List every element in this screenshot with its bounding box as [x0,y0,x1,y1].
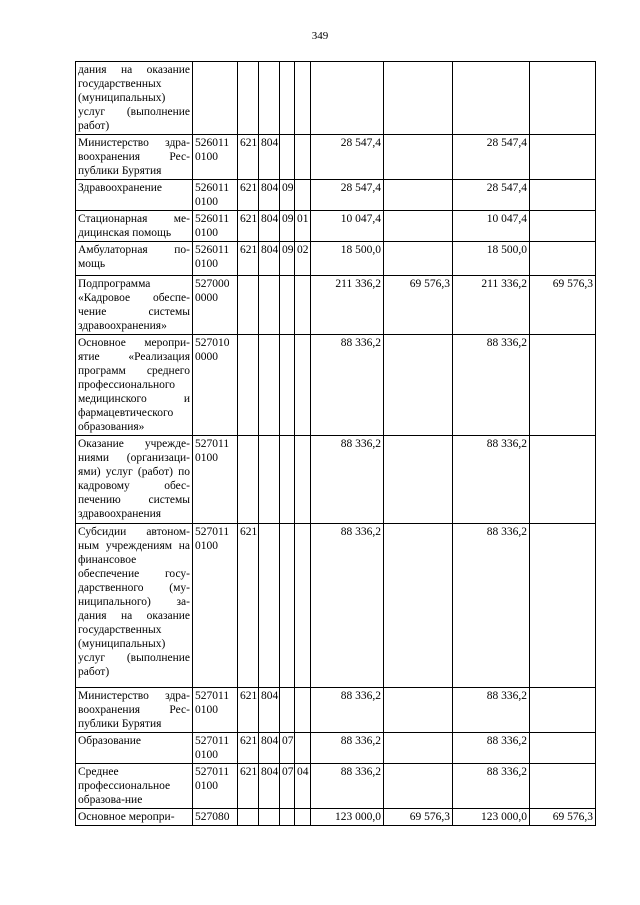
cell-amount-1 [311,62,384,135]
cell-expense-type [238,62,259,135]
cell-amount-1: 88 336,2 [311,524,384,688]
table-row [76,180,596,211]
cell-subsection [295,335,311,436]
cell-target-article: 526011 0100 [193,135,238,180]
cell-amount-2 [384,62,453,135]
cell-target-article: 527000 0000 [193,276,238,335]
cell-subsection [295,180,311,211]
cell-amount-1: 88 336,2 [311,335,384,436]
cell-amount-1: 88 336,2 [311,436,384,524]
cell-target-article: 526011 0100 [193,242,238,276]
cell-administrator: 804 [259,733,280,764]
cell-expense-type [238,276,259,335]
table-row [76,276,596,335]
cell-expense-type: 621 [238,135,259,180]
cell-administrator: 804 [259,135,280,180]
cell-expense-type [238,335,259,436]
cell-subsection [295,733,311,764]
cell-target-article: 527010 0000 [193,335,238,436]
cell-amount-2 [384,135,453,180]
cell-name: Подпрограмма «Кадровое обеспе-чение системы здравоохранения» [76,276,193,335]
cell-amount-4 [530,211,596,242]
cell-amount-1: 211 336,2 [311,276,384,335]
cell-section [280,809,295,826]
cell-administrator: 804 [259,211,280,242]
cell-name: Министерство здра-воохранения Рес-публики Бурятия [76,688,193,733]
cell-subsection: 01 [295,211,311,242]
cell-amount-4 [530,180,596,211]
cell-administrator [259,524,280,688]
cell-amount-3: 123 000,0 [453,809,530,826]
cell-amount-4 [530,62,596,135]
cell-subsection [295,524,311,688]
cell-expense-type: 621 [238,764,259,809]
cell-amount-2 [384,335,453,436]
cell-amount-4 [530,335,596,436]
cell-name: Оказание учрежде-ниями (организаци-ями) услуг (работ) по кадровому обес-печению системы здравоохранения [76,436,193,524]
cell-name: Образование [76,733,193,764]
cell-amount-2 [384,242,453,276]
table-body [76,62,596,826]
cell-subsection [295,688,311,733]
cell-administrator [259,276,280,335]
cell-amount-2 [384,436,453,524]
cell-amount-4 [530,733,596,764]
cell-section [280,335,295,436]
cell-name: Амбулаторная по-мощь [76,242,193,276]
cell-name: Основное меропри- [76,809,193,826]
cell-administrator: 804 [259,242,280,276]
cell-amount-3: 88 336,2 [453,335,530,436]
cell-administrator: 804 [259,688,280,733]
table-row [76,733,596,764]
cell-section: 07 [280,733,295,764]
cell-section [280,135,295,180]
cell-amount-3: 88 336,2 [453,524,530,688]
cell-amount-1: 18 500,0 [311,242,384,276]
cell-amount-2 [384,524,453,688]
cell-target-article: 527011 0100 [193,436,238,524]
cell-amount-2 [384,211,453,242]
cell-amount-1: 10 047,4 [311,211,384,242]
cell-subsection [295,135,311,180]
cell-amount-2 [384,688,453,733]
cell-expense-type: 621 [238,733,259,764]
cell-amount-3: 88 336,2 [453,733,530,764]
cell-amount-1: 123 000,0 [311,809,384,826]
cell-amount-4 [530,242,596,276]
cell-section [280,436,295,524]
cell-target-article: 527011 0100 [193,688,238,733]
cell-administrator [259,335,280,436]
cell-expense-type [238,436,259,524]
cell-target-article: 527011 0100 [193,524,238,688]
cell-amount-4 [530,135,596,180]
cell-amount-1: 88 336,2 [311,733,384,764]
cell-section: 09 [280,211,295,242]
cell-amount-4: 69 576,3 [530,809,596,826]
table-row [76,62,596,135]
cell-subsection [295,62,311,135]
cell-amount-3: 88 336,2 [453,688,530,733]
cell-amount-1: 28 547,4 [311,180,384,211]
cell-amount-3: 88 336,2 [453,764,530,809]
cell-subsection: 04 [295,764,311,809]
cell-amount-1: 88 336,2 [311,688,384,733]
cell-administrator [259,809,280,826]
cell-amount-4 [530,764,596,809]
cell-amount-2 [384,764,453,809]
cell-section: 07 [280,764,295,809]
cell-name: Стационарная ме-дицинская помощь [76,211,193,242]
cell-expense-type: 621 [238,211,259,242]
budget-table [75,61,596,826]
cell-amount-3: 28 547,4 [453,180,530,211]
table-row [76,764,596,809]
table-row [76,688,596,733]
cell-amount-2: 69 576,3 [384,276,453,335]
cell-name: Здравоохранение [76,180,193,211]
table-row [76,135,596,180]
cell-amount-4 [530,524,596,688]
cell-section [280,62,295,135]
cell-amount-2: 69 576,3 [384,809,453,826]
cell-target-article: 527080 [193,809,238,826]
table-row [76,335,596,436]
cell-amount-3: 88 336,2 [453,436,530,524]
cell-amount-1: 88 336,2 [311,764,384,809]
table-row [76,524,596,688]
cell-administrator [259,62,280,135]
cell-target-article: 527011 0100 [193,733,238,764]
cell-amount-2 [384,733,453,764]
cell-subsection [295,276,311,335]
cell-target-article: 526011 0100 [193,211,238,242]
cell-expense-type: 621 [238,688,259,733]
cell-amount-3: 211 336,2 [453,276,530,335]
cell-amount-4: 69 576,3 [530,276,596,335]
cell-section [280,524,295,688]
cell-amount-4 [530,436,596,524]
table-row [76,809,596,826]
cell-administrator: 804 [259,764,280,809]
cell-section: 09 [280,180,295,211]
table-row [76,211,596,242]
cell-name: Субсидии автоном-ным учреждениям на финансовое обеспечение госу-дарственного (му-ниципального) за-дания на оказание государственных (муниципальных) услуг (выполнение работ) [76,524,193,688]
cell-amount-3: 28 547,4 [453,135,530,180]
cell-expense-type: 621 [238,242,259,276]
cell-administrator [259,436,280,524]
cell-name: Среднее профессиональное образова-ние [76,764,193,809]
cell-target-article [193,62,238,135]
cell-target-article: 527011 0100 [193,764,238,809]
cell-target-article: 526011 0100 [193,180,238,211]
cell-amount-4 [530,688,596,733]
cell-amount-2 [384,180,453,211]
cell-expense-type: 621 [238,180,259,211]
cell-section: 09 [280,242,295,276]
page-number: 349 [311,30,329,42]
cell-name: дания на оказание государственных (муниципальных) услуг (выполнение работ) [76,62,193,135]
cell-amount-3: 18 500,0 [453,242,530,276]
cell-name: Основное меропри-ятие «Реализация программ среднего профессионального медицинского и фармацевтического образования» [76,335,193,436]
cell-expense-type: 621 [238,524,259,688]
cell-subsection [295,436,311,524]
cell-amount-3 [453,62,530,135]
cell-administrator: 804 [259,180,280,211]
cell-name: Министерство здра-воохранения Рес-публики Бурятия [76,135,193,180]
cell-expense-type [238,809,259,826]
cell-amount-3: 10 047,4 [453,211,530,242]
cell-subsection [295,809,311,826]
cell-section [280,688,295,733]
table-row [76,436,596,524]
cell-amount-1: 28 547,4 [311,135,384,180]
table-row [76,242,596,276]
cell-section [280,276,295,335]
cell-subsection: 02 [295,242,311,276]
